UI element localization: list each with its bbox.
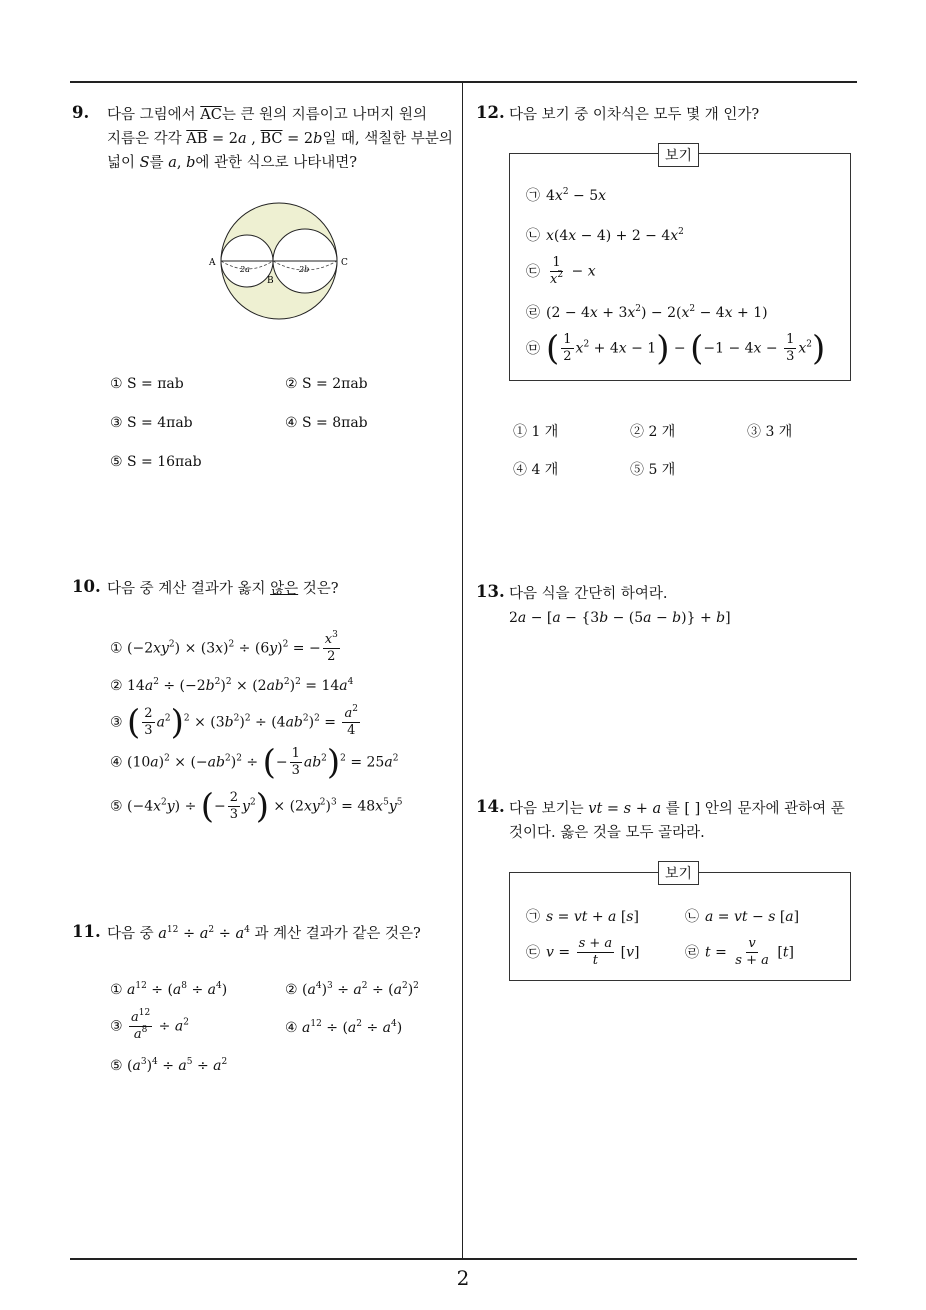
q14-item-4: ㉣ t = $\frac{v}{s + a}$ [t]: [685, 936, 794, 968]
q9-option-2[interactable]: ② S = 2πab: [285, 376, 368, 392]
q10-text: 다음 중 계산 결과가 옳지 않은 것은?: [107, 581, 339, 597]
q11-text: 다음 중 $a^{12} \div a^2 \div a^4$ 과 계산 결과가 같은 것은?: [107, 925, 421, 942]
q10-option-5[interactable]: ⑤ $(-4x^2y)$ ÷ (− $\frac{2}{3}$ $y^2) \times (2xy^2)^3 = 48x^5y^5$: [110, 786, 403, 827]
q9-text: 다음 그림에서 $\overline{AC}$는 큰 원의 지름이고 나머지 원의 지름은 각각 $\overline{AB} = 2a$ , $\overline{BC} = 2b$일 때, 색칠한 부분의 넓이 S를 a, b에 관한 식으로 나타내면?: [107, 107, 453, 171]
column-divider: [462, 82, 463, 1259]
q9-option-4[interactable]: ④ S = 8πab: [285, 415, 368, 431]
q12-item-3: ㉢ $\frac{1}{x^2}$ − x: [526, 255, 596, 287]
q12-item-1: ㉠ $4x^2 - 5x$: [526, 187, 607, 204]
q14-item-2: ㉡ a = vt − s [a]: [685, 909, 800, 925]
q9-option-1[interactable]: ① S = πab: [110, 376, 184, 392]
q12-item-5: ㉤ ( $\frac{1}{2}$ $x^2 + 4x - 1) - (-1 - 4x$ − $\frac{1}{3}$ $x^2$): [526, 328, 826, 369]
q9-option-5[interactable]: ⑤ S = 16πab: [110, 454, 202, 470]
q12-option-4[interactable]: ④ 4 개: [513, 462, 559, 478]
q12-item-4: ㉣ $(2 - 4x + 3x^2) - 2(x^2 - 4x + 1)$: [526, 304, 768, 321]
q10-option-2[interactable]: ② $14a^2 \div (-2b^2)^2 \times (2ab^2)^2 = 14a^4$: [110, 677, 354, 694]
q11-option-4[interactable]: ④ $a^{12} \div (a^2 \div a^4)$: [285, 1019, 403, 1036]
q12-option-3[interactable]: ③ 3 개: [747, 424, 793, 440]
q14-bogi-label: 보기: [658, 861, 699, 885]
q13-expression: 2a − [a − {3b − (5a − b)} + b]: [509, 610, 731, 626]
q10-option-3[interactable]: ③ ( $\frac{2}{3}$ $a^2)^2 \times (3b^2)^2 \div (4ab^2)^2$ = $\frac{a^2}{4}$: [110, 702, 358, 743]
q10-number: 10.: [72, 577, 101, 596]
q14-item-3: ㉢ v = $\frac{s + a}{t}$ [v]: [526, 936, 640, 968]
q10-option-1[interactable]: ① $(-2xy^2) \times (3x)^2 \div (6y)^2$ = − $\frac{x^3}{2}$: [110, 630, 338, 664]
top-rule: [70, 81, 857, 83]
fig-label-c: C: [341, 258, 348, 268]
q10-option-4[interactable]: ④ $(10a)^2 \times (-ab^2)^2$ ÷ (− $\frac{1}{3}$ $ab^2)^2 = 25a^2$: [110, 742, 399, 783]
q11-option-2[interactable]: ② $(a^4)^3 \div a^2 \div (a^2)^2$: [285, 981, 419, 998]
q13-text: 다음 식을 간단히 하여라.: [509, 586, 668, 602]
q11-number: 11.: [72, 922, 101, 941]
q11-option-5[interactable]: ⑤ $(a^3)^4 \div a^5 \div a^2$: [110, 1057, 228, 1074]
q12-option-2[interactable]: ② 2 개: [630, 424, 676, 440]
q9-option-3[interactable]: ③ S = 4πab: [110, 415, 193, 431]
q12-option-1[interactable]: ① 1 개: [513, 424, 559, 440]
q11-option-3[interactable]: ③ $\frac{a^{12}}{a^8}$ ÷ $a^2$: [110, 1008, 189, 1042]
q14-number: 14.: [476, 797, 505, 816]
q9-figure: [200, 195, 360, 330]
q12-item-2: ㉡ $x(4x - 4) + 2 - 4x^2$: [526, 227, 684, 244]
q11-option-1[interactable]: ① $a^{12} \div (a^8 \div a^4)$: [110, 981, 228, 998]
q13-number: 13.: [476, 582, 505, 601]
fig-label-b: B: [267, 276, 274, 286]
q12-bogi-label: 보기: [658, 143, 699, 167]
fig-label-2b: 2b: [299, 265, 310, 274]
q14-item-1: ㉠ s = vt + a [s]: [526, 909, 639, 925]
q12-option-5[interactable]: ⑤ 5 개: [630, 462, 676, 478]
page-number: 2: [456, 1266, 470, 1290]
fig-label-2a: 2a: [240, 265, 250, 274]
q12-number: 12.: [476, 103, 505, 122]
bottom-rule: [70, 1258, 857, 1260]
q14-text: 다음 보기는 vt = s + a 를 [ ] 안의 문자에 관하여 푼 것이다. 옳은 것을 모두 골라라.: [509, 801, 845, 841]
q12-text: 다음 보기 중 이차식은 모두 몇 개 인가?: [509, 107, 760, 123]
fig-label-a: A: [209, 258, 216, 268]
q9-number: 9.: [72, 103, 90, 122]
